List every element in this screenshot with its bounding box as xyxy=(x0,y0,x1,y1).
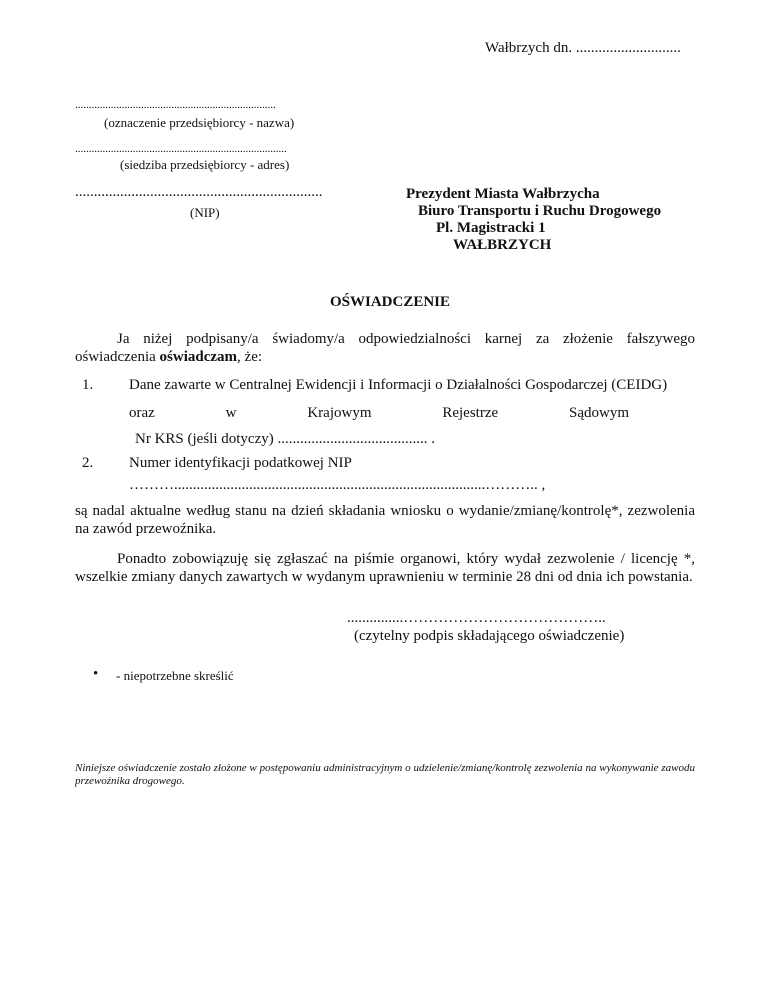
intro-text-before: Ja niżej podpisany/a świadomy/a odpowiedzialności karnej za złożenie fałszywego oświadczenia xyxy=(75,331,695,365)
recipient-line-1: Prezydent Miasta Wałbrzycha xyxy=(406,186,600,202)
list-item-line-2 xyxy=(129,405,629,422)
status-paragraph: są nadal aktualne według stanu na dzień składania wniosku o wydanie/zmianę/kontrolę*, zezwolenia na zawód przewoźnika. xyxy=(75,503,695,537)
recipient-line-4: WAŁBRZYCH xyxy=(453,237,552,253)
list-item-line-1: Numer identyfikacji podatkowej NIP xyxy=(129,455,352,471)
sender-name-dots: ......................................................................... xyxy=(75,99,276,111)
recipient-line-3: Pl. Magistracki 1 xyxy=(436,220,546,236)
intro-paragraph xyxy=(75,330,695,366)
recipient-line-2: Biuro Transportu i Ruchu Drogowego xyxy=(418,203,662,219)
intro-bold: oświadczam xyxy=(159,349,238,365)
obligation-paragraph: Ponadto zobowiązuję się zgłaszać na piśmie organowi, który wydał zezwolenie / licencję *, wszelkie zmiany danych zawartych w wydanym uprawnieniu w terminie 28 dni od dnia ich powstania. xyxy=(75,551,695,585)
word-krajowym: Krajowym xyxy=(307,405,372,421)
signature-dots: ...............………………………………….. xyxy=(347,610,606,626)
sender-name-label: (oznaczenie przedsiębiorcy - nazwa) xyxy=(104,115,295,130)
word-sadowym: Sądowym xyxy=(569,405,629,421)
list-item-number: 1. xyxy=(82,377,94,393)
list-item-line-3: Nr KRS (jeśli dotyczy) ........................................ . xyxy=(135,431,435,447)
word-rejestrze: Rejestrze xyxy=(442,405,499,421)
word-w: w xyxy=(225,405,237,421)
list-item-line-2: ………...................................................................................……….. , xyxy=(129,477,546,493)
document-title: OŚWIADCZENIE xyxy=(330,294,451,310)
sender-nip-label: (NIP) xyxy=(190,205,220,220)
list-item-line-1: Dane zawarte w Centralnej Ewidencji i Informacji o Działalności Gospodarczej (CEIDG) xyxy=(129,377,668,393)
footnote-text: - niepotrzebne skreślić xyxy=(116,668,234,683)
intro-text-after: , że: xyxy=(237,349,263,365)
sender-address-label: (siedziba przedsiębiorcy - adres) xyxy=(120,157,290,172)
bullet-icon: • xyxy=(93,666,99,682)
legal-note: Niniejsze oświadczenie zostało złożone w postępowaniu administracyjnym o udzielenie/zmianę/kontrolę zezwolenia na wykonywanie zawodu przewoźnika drogowego. xyxy=(75,762,695,787)
place-date: Wałbrzych dn. ............................ xyxy=(485,40,681,56)
word-oraz: oraz xyxy=(129,405,155,421)
signature-label: (czytelny podpis składającego oświadczenie) xyxy=(354,628,625,644)
list-item-number: 2. xyxy=(82,455,94,471)
sender-address-dots: ............................................................................. xyxy=(75,143,287,155)
sender-nip-dots: .................................................................. xyxy=(75,184,323,200)
